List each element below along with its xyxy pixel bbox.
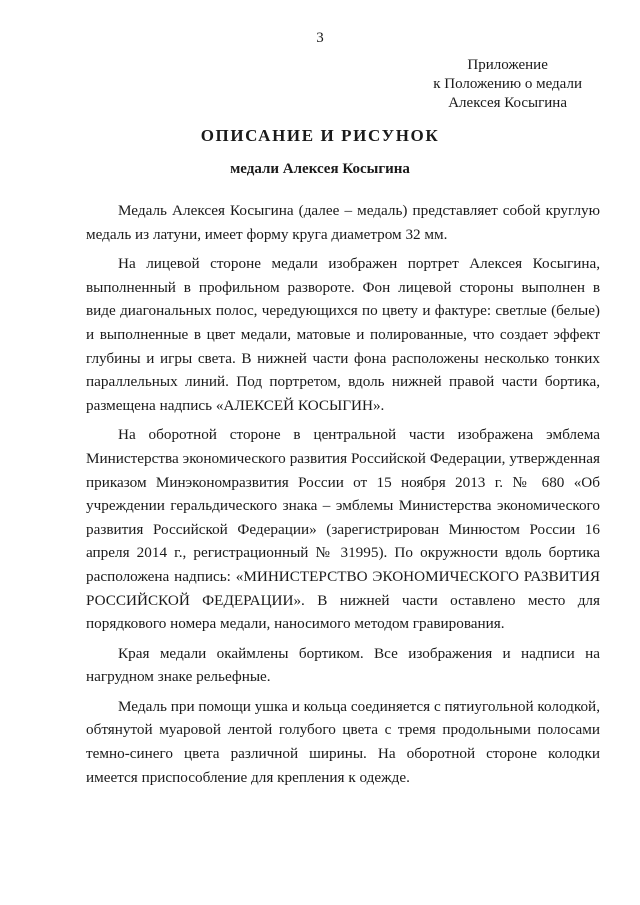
paragraph-2: На лицевой стороне медали изображен портрет Алексея Косыгина, выполненный в профильном развороте. Фон лицевой стороны выполнен в виде диагональных полос, чередующихся по цвету и фактуре: светлые (белые) и выполненные в цвет медали, матовые и полированные, что создает эффект глубины и игры света. В нижней части фона расположены несколько тонких параллельных линий. Под портретом, вдоль нижней правой части бортика, размещена надпись «АЛЕКСЕЙ КОСЫГИН». [86,255,600,414]
paragraph-5: Медаль при помощи ушка и кольца соединяется с пятиугольной колодкой, обтянутой муаровой лентой голубого цвета с тремя продольными полосами темно-синего цвета различной ширины. На оборотной стороне колодки имеется приспособление для крепления к одежде. [86,697,600,786]
document-body [86,199,600,795]
page-number: 3 [316,30,324,46]
appendix-line-3: Алексея Косыгина [448,95,567,111]
paragraph-3: На оборотной стороне в центральной части изображена эмблема Министерства экономического развития Российской Федерации, утвержденная приказом Минэкономразвития России от 15 ноября 2013 г. № 680 «Об учреждении геральдического знака – эмблемы Министерства экономического развития Российской Федерации» (зарегистрирован Минюстом России 16 апреля 2014 г., регистрационный № 31995). По окружности вдоль бортика расположена надпись: «МИНИСТЕРСТВО ЭКОНОМИЧЕСКОГО РАЗВИТИЯ РОССИЙСКОЙ ФЕДЕРАЦИИ». В нижней части оставлено место для порядкового номера медали, наносимого методом гравирования. [86,426,600,633]
document-subtitle: медали Алексея Косыгина [230,161,410,177]
appendix-line-1: Приложение [467,57,548,73]
paragraph-4: Края медали окаймлены бортиком. Все изображения и надписи на нагрудном знаке рельефные. [86,644,600,686]
appendix-line-2: к Положению о медали [433,76,582,92]
appendix-block [433,56,582,113]
document-title: ОПИСАНИЕ И РИСУНОК [200,126,440,145]
paragraph-1: Медаль Алексея Косыгина (далее – медаль) представляет собой круглую медаль из латуни, имеет форму круга диаметром 32 мм. [86,202,600,243]
